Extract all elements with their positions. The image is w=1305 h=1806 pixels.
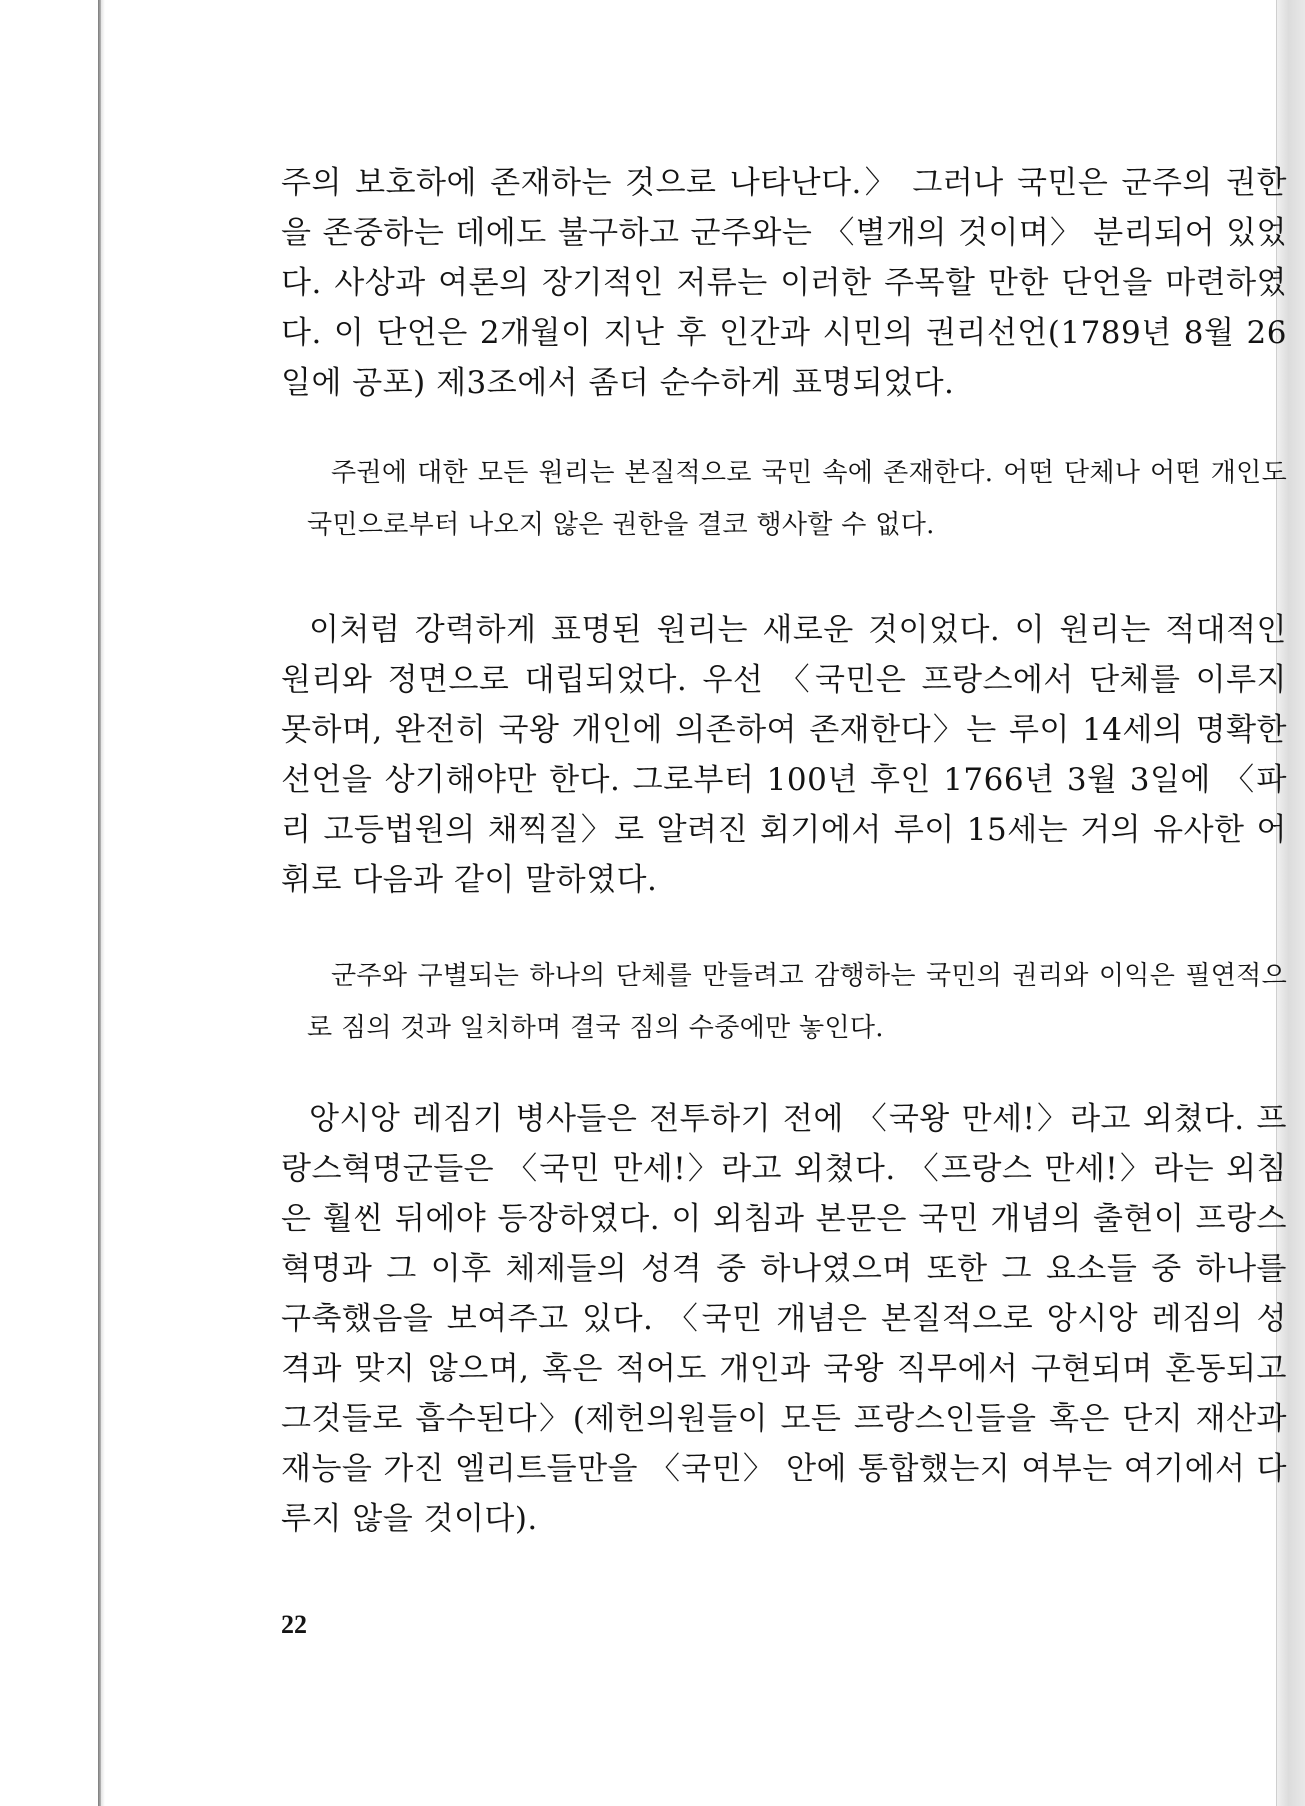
block-quote-louis-xv: 군주와 구별되는 하나의 단체를 만들려고 감행하는 국민의 권리와 이익은 필연적으로 짐의 것과 일치하며 결국 짐의 수중에만 놓인다. — [307, 961, 1287, 1043]
paragraph-body-1: 주의 보호하에 존재하는 것으로 나타난다.〉 그러나 국민은 군주의 권한을 존중하는 데에도 불구하고 군주와는 〈별개의 것이며〉 분리되어 있었다. 사상과 여론의 장기적인 저류는 이러한 주목할 만한 단언을 마련하였다. 이 단언은 2개월이 지난 후 인간과 시민의 권리선언(1789년 8월 26일에 공포) 제3조에서 좀더 순수하게 표명되었다. — [281, 165, 1287, 401]
block-quote-article-3: 주권에 대한 모든 원리는 본질적으로 국민 속에 존재한다. 어떤 단체나 어떤 개인도 국민으로부터 나오지 않은 권한을 결코 행사할 수 없다. — [307, 458, 1287, 540]
book-page — [105, 0, 1288, 1806]
page-number: 22 — [281, 1610, 307, 1639]
paragraph-body-2: 이처럼 강력하게 표명된 원리는 새로운 것이었다. 이 원리는 적대적인 원리와 정면으로 대립되었다. 우선 〈국민은 프랑스에서 단체를 이루지 못하며, 완전히 국왕 개인에 의존하여 존재한다〉는 루이 14세의 명확한 선언을 상기해야만 한다. 그로부터 100년 후인 1766년 3월 3일에 〈파리 고등법원의 채찍질〉로 알려진 회기에서 루이 15세는 거의 유사한 어휘로 다음과 같이 말하였다. — [281, 612, 1288, 898]
paragraph-body-3: 앙시앙 레짐기 병사들은 전투하기 전에 〈국왕 만세!〉라고 외쳤다. 프랑스혁명군들은 〈국민 만세!〉라고 외쳤다. 〈프랑스 만세!〉라는 외침은 훨씬 뒤에야 등장하였다. 이 외침과 본문은 국민 개념의 출현이 프랑스혁명과 그 이후 체제들의 성격 중 하나였으며 또한 그 요소들 중 하나를 구축했음을 보여주고 있다. 〈국민 개념은 본질적으로 앙시앙 레짐의 성격과 맞지 않으며, 혹은 적어도 개인과 국왕 직무에서 구현되며 혼동되고 그것들로 흡수된다〉(제헌의원들이 모든 프랑스인들을 혹은 단지 재산과 재능을 가진 엘리트들만을 〈국민〉 안에 통합했는지 여부는 여기에서 다루지 않을 것이다). — [281, 1101, 1287, 1537]
